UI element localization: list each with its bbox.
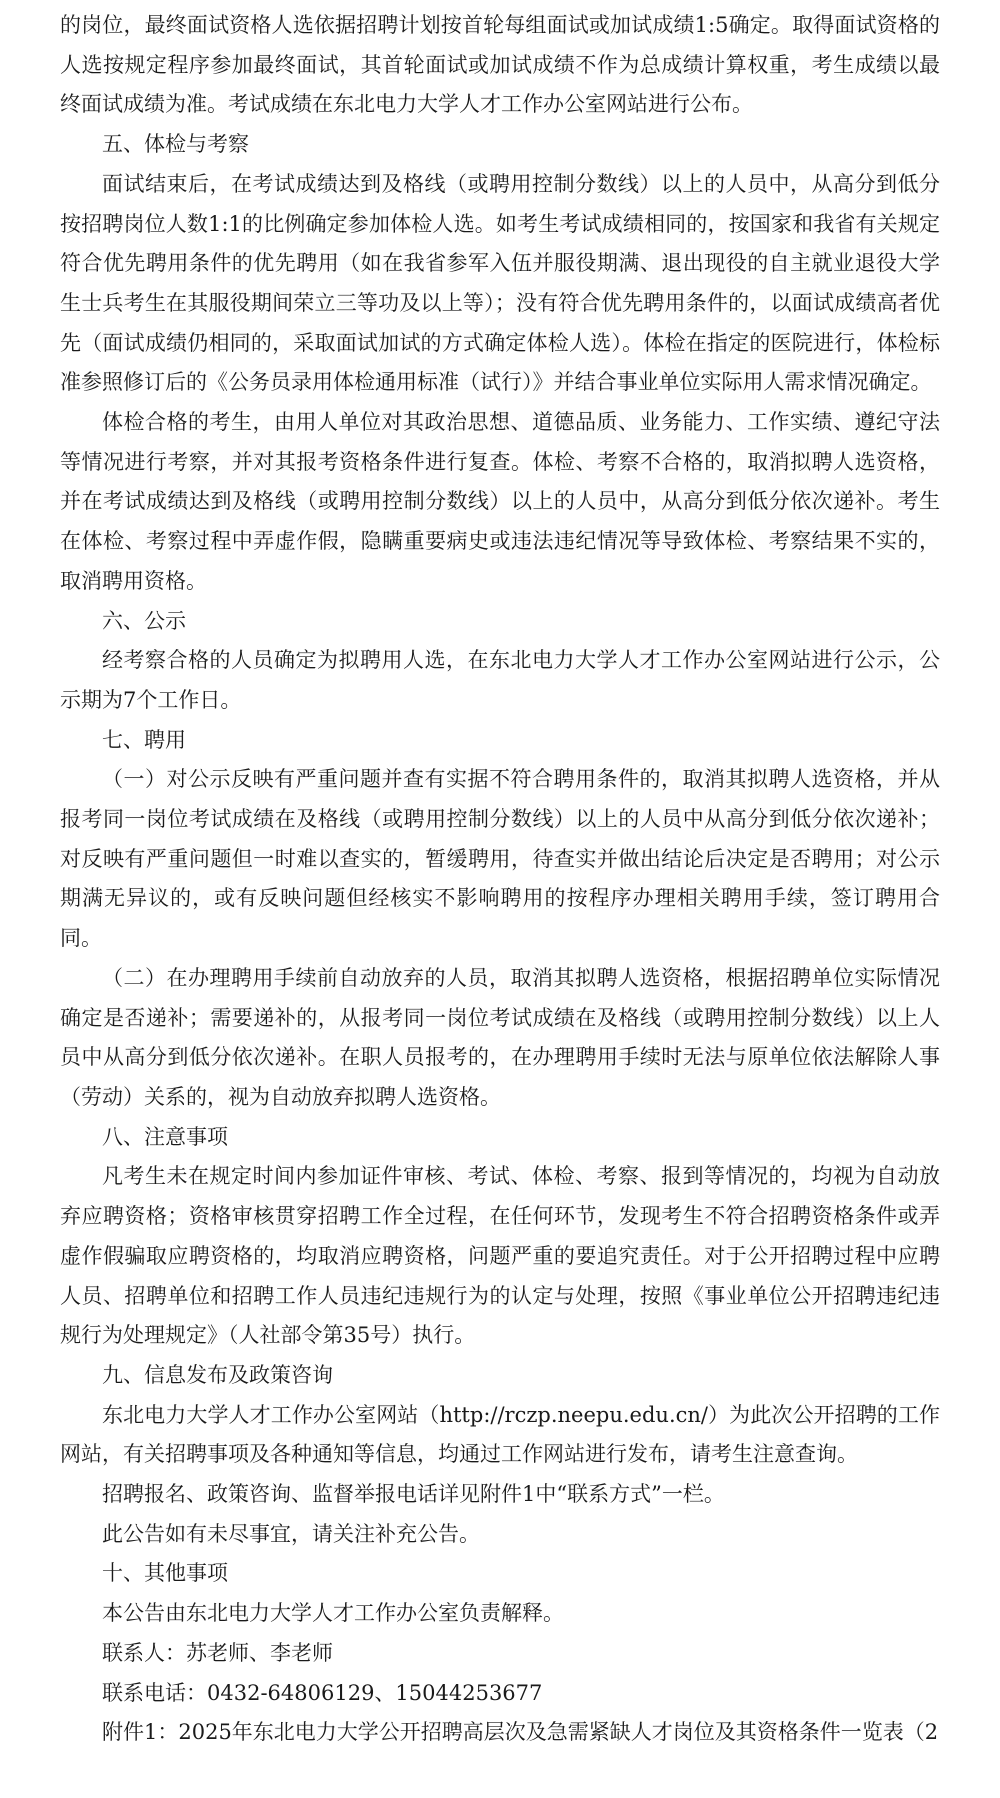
heading-publicity: 六、公示 <box>102 608 186 633</box>
paragraph-notes: 凡考生未在规定时间内参加证件审核、考试、体检、考察、报到等情况的，均视为自动放弃应聘资格；资格审核贯穿招聘工作全过程，在任何环节，发现考生不符合招聘资格条件或弄虚作假骗取应聘资格的，均取消应聘资格，问题严重的要追究责任。对于公开招聘过程中应聘人员、招聘单位和招聘工作人员违纪违规行为的认定与处理，按照《事业单位公开招聘违纪违规行为处理规定》（人社部令第35号）执行。 <box>60 1164 940 1348</box>
paragraph-contact-person: 联系人：苏老师、李老师 <box>102 1640 333 1665</box>
paragraph-website: 东北电力大学人才工作办公室网站（http://rczp.neepu.edu.cn/）为此次公开招聘的工作网站，有关招聘事项及各种通知等信息，均通过工作网站进行发布，请考生注意查询。 <box>60 1402 940 1467</box>
paragraph-physical-exam-selection: 面试结束后，在考试成绩达到及格线（或聘用控制分数线）以上的人员中，从高分到低分按招聘岗位人数1:1的比例确定参加体检人选。如考生考试成绩相同的，按国家和我省有关规定符合优先聘用条件的优先聘用（如在我省参军入伍并服役期满、退出现役的自主就业退役大学生士兵考生在其服役期间荣立三等功及以上等）；没有符合优先聘用条件的，以面试成绩高者优先（面试成绩仍相同的，采取面试加试的方式确定体检人选）。体检在指定的医院进行，体检标准参照修订后的《公务员录用体检通用标准（试行）》并结合事业单位实际用人需求情况确定。 <box>60 171 940 395</box>
paragraph-interpretation: 本公告由东北电力大学人才工作办公室负责解释。 <box>102 1601 564 1626</box>
paragraph-investigation: 体检合格的考生，由用人单位对其政治思想、道德品质、业务能力、工作实绩、遵纪守法等情况进行考察，并对其报考资格条件进行复查。体检、考察不合格的，取消拟聘人选资格，并在考试成绩达到及格线（或聘用控制分数线）以上的人员中，从高分到低分依次递补。考生在体检、考察过程中弄虚作假，隐瞒重要病史或违法违纪情况等导致体检、考察结果不实的，取消聘用资格。 <box>60 410 940 593</box>
paragraph-attachment-1[interactable]: 附件1：2025年东北电力大学公开招聘高层次及急需紧缺人才岗位及其资格条件一览表（2 <box>102 1720 939 1745</box>
paragraph-interview-results: 的岗位，最终面试资格人选依据招聘计划按首轮每组面试或加试成绩1:5确定。取得面试资格的人选按规定程序参加最终面试，其首轮面试或加试成绩不作为总成绩计算权重，考生成绩以最终面试成绩为准。考试成绩在东北电力大学人才工作办公室网站进行公布。 <box>60 13 940 117</box>
paragraph-publicity: 经考察合格的人员确定为拟聘用人选，在东北电力大学人才工作办公室网站进行公示，公示期为7个工作日。 <box>60 648 940 712</box>
paragraph-supplementary: 此公告如有未尽事宜，请关注补充公告。 <box>102 1521 480 1546</box>
paragraph-contact-phone: 联系电话：0432-64806129、15044253677 <box>102 1680 543 1705</box>
heading-info-release: 九、信息发布及政策咨询 <box>102 1362 333 1387</box>
heading-other: 十、其他事项 <box>102 1561 228 1586</box>
paragraph-employment-2: （二）在办理聘用手续前自动放弃的人员，取消其拟聘人选资格，根据招聘单位实际情况确定是否递补；需要递补的，从报考同一岗位考试成绩在及格线（或聘用控制分数线）以上人员中从高分到低分依次递补。在职人员报考的，在办理聘用手续时无法与原单位依法解除人事（劳动）关系的，视为自动放弃拟聘人选资格。 <box>60 965 940 1109</box>
paragraph-employment-1: （一）对公示反映有严重问题并查有实据不符合聘用条件的，取消其拟聘人选资格，并从报考同一岗位考试成绩在及格线（或聘用控制分数线）以上的人员中从高分到低分依次递补；对反映有严重问题但一时难以查实的，暂缓聘用，待查实并做出结论后决定是否聘用；对公示期满无异议的，或有反映问题但经核实不影响聘用的按程序办理相关聘用手续，签订聘用合同。 <box>60 767 940 951</box>
paragraph-contact-reference: 招聘报名、政策咨询、监督举报电话详见附件1中“联系方式”一栏。 <box>102 1482 725 1507</box>
heading-employment: 七、聘用 <box>102 727 186 752</box>
heading-notes: 八、注意事项 <box>102 1124 228 1149</box>
heading-physical-exam: 五、体检与考察 <box>102 132 249 157</box>
document-body <box>60 6 940 1753</box>
